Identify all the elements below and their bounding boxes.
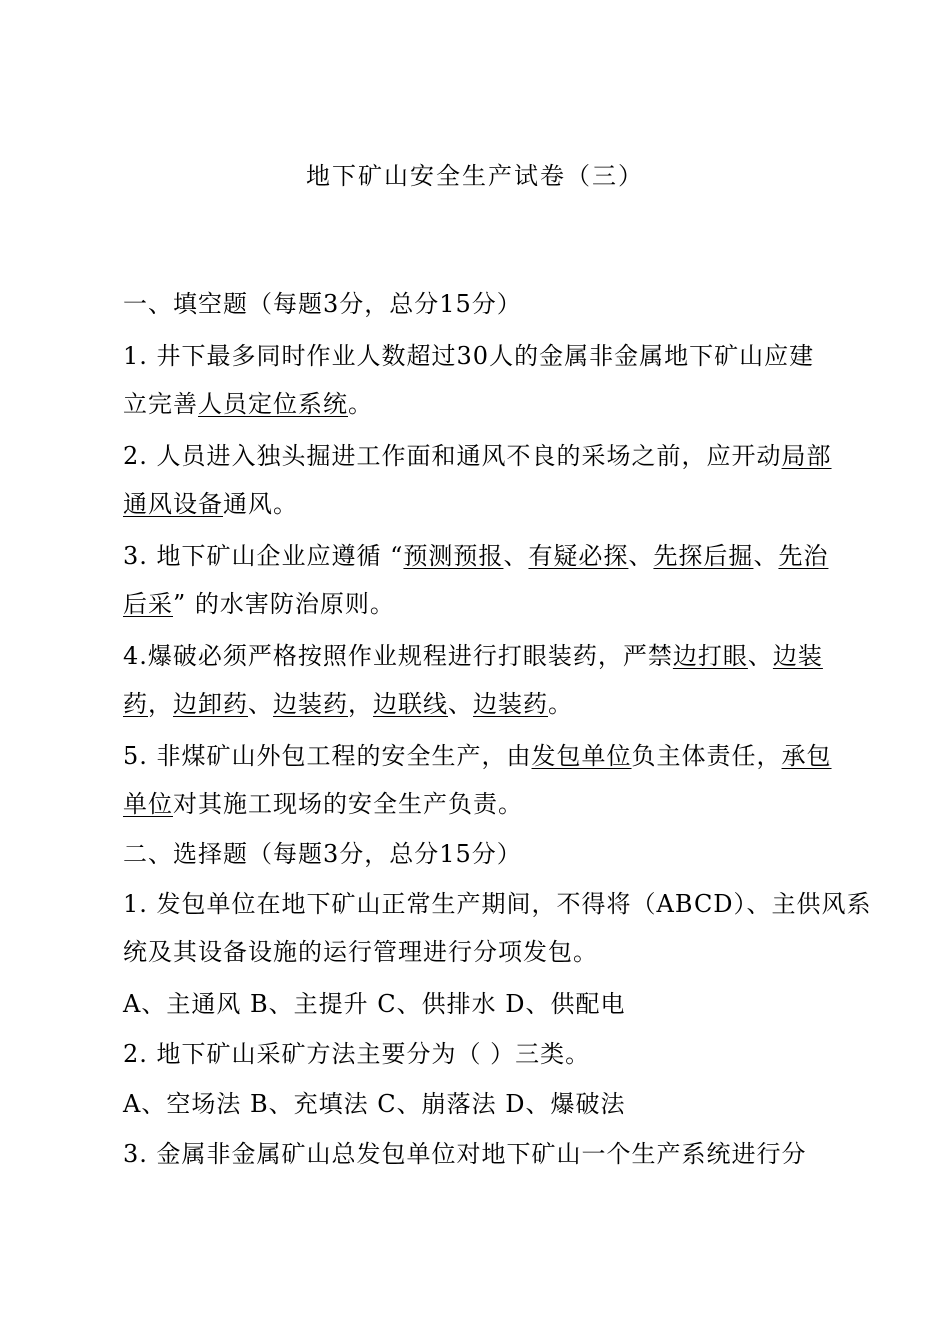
question-text: 1. 井下最多同时作业人数超过30人的金属非金属地下矿山应建 bbox=[123, 342, 815, 370]
question-1-3-line-2 bbox=[123, 586, 843, 622]
separator: 、 bbox=[753, 542, 779, 570]
answer-underlined: 边打眼 bbox=[672, 642, 748, 670]
question-1-2-line-1 bbox=[123, 438, 843, 474]
question-text: ” 的水害防治原则。 bbox=[173, 590, 395, 618]
question-1-5-line-1 bbox=[123, 738, 843, 774]
answer-underlined: 单位 bbox=[123, 790, 173, 818]
question-text: 3. 地下矿山企业应遵循 “ bbox=[123, 542, 404, 570]
answer-underlined: 通风设备 bbox=[123, 490, 223, 518]
question-text: 立完善 bbox=[123, 390, 198, 418]
question-1-5-line-2 bbox=[123, 786, 843, 822]
separator: ， bbox=[148, 690, 173, 718]
question-1-1-line-2 bbox=[123, 386, 843, 422]
question-text: 通风。 bbox=[223, 490, 298, 518]
question-2-1-line-1: 1. 发包单位在地下矿山正常生产期间，不得将（ABCD）、主供风系 bbox=[123, 890, 872, 918]
answer-underlined: 有疑必探 bbox=[528, 542, 629, 570]
question-1-1-line-1 bbox=[123, 338, 843, 374]
separator: 、 bbox=[448, 690, 473, 718]
answer-underlined: 药 bbox=[123, 690, 148, 718]
answer-underlined: 后采 bbox=[123, 590, 173, 618]
question-2-1-options: A、主通风 B、主提升 C、供排水 D、供配电 bbox=[123, 990, 626, 1018]
question-text: 4.爆破必须严格按照作业规程进行打眼装药，严禁 bbox=[123, 642, 673, 670]
answer-underlined: 先探后掘 bbox=[653, 542, 754, 570]
question-2-2-line-1: 2. 地下矿山采矿方法主要分为（ ）三类。 bbox=[123, 1040, 591, 1068]
separator: 、 bbox=[248, 690, 273, 718]
question-text: 负主体责任， bbox=[631, 742, 782, 770]
answer-underlined: 边装药 bbox=[273, 690, 348, 718]
separator: 。 bbox=[548, 690, 573, 718]
question-1-4-line-1 bbox=[123, 638, 843, 674]
answer-underlined: 先治 bbox=[778, 542, 829, 570]
answer-underlined: 边装 bbox=[772, 642, 823, 670]
section-2-heading: 二、选择题（每题3分，总分15分） bbox=[123, 840, 522, 868]
question-1-3-line-1 bbox=[123, 538, 843, 574]
separator: 、 bbox=[628, 542, 654, 570]
answer-underlined: 发包单位 bbox=[531, 742, 632, 770]
question-2-2-options: A、空场法 B、充填法 C、崩落法 D、爆破法 bbox=[123, 1090, 626, 1118]
question-text: 5. 非煤矿山外包工程的安全生产，由 bbox=[123, 742, 532, 770]
answer-underlined: 局部 bbox=[781, 442, 832, 470]
question-text: 。 bbox=[348, 390, 373, 418]
answer-underlined: 边联线 bbox=[373, 690, 448, 718]
answer-underlined: 预测预报 bbox=[403, 542, 504, 570]
answer-underlined: 人员定位系统 bbox=[198, 390, 348, 418]
separator: ， bbox=[348, 690, 373, 718]
question-2-3-line-1: 3. 金属非金属矿山总发包单位对地下矿山一个生产系统进行分 bbox=[123, 1140, 807, 1168]
separator: 、 bbox=[503, 542, 529, 570]
question-1-2-line-2 bbox=[123, 486, 843, 522]
question-text: 2. 人员进入独头掘进工作面和通风不良的采场之前，应开动 bbox=[123, 442, 782, 470]
answer-underlined: 边卸药 bbox=[173, 690, 248, 718]
document-title: 地下矿山安全生产试卷（三） bbox=[306, 162, 644, 190]
question-text: 对其施工现场的安全生产负责。 bbox=[173, 790, 523, 818]
question-1-4-line-2 bbox=[123, 686, 843, 722]
separator: 、 bbox=[747, 642, 773, 670]
section-1-heading: 一、填空题（每题3分，总分15分） bbox=[123, 290, 522, 318]
question-2-1-line-2: 统及其设备设施的运行管理进行分项发包。 bbox=[123, 938, 598, 966]
answer-underlined: 边装药 bbox=[473, 690, 548, 718]
answer-underlined: 承包 bbox=[781, 742, 832, 770]
